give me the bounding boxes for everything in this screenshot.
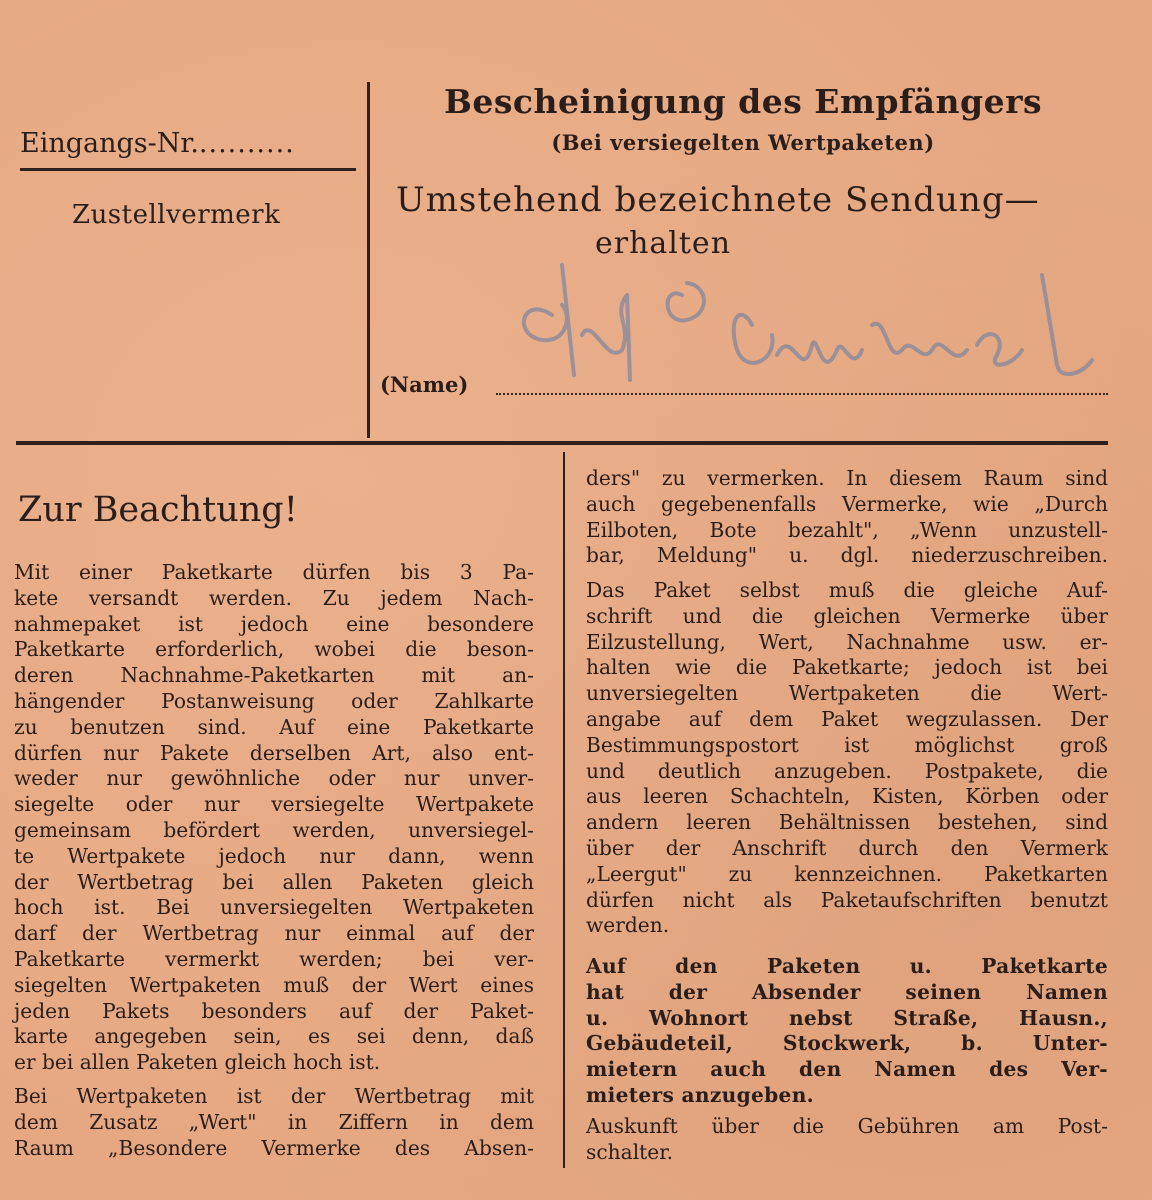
text-line: Bei Wertpaketen ist der Wertbetrag mit bbox=[14, 1084, 534, 1108]
certificate-received: erhalten bbox=[594, 226, 732, 261]
text-line: Bestimmungspostort ist möglichst groß bbox=[586, 732, 1108, 757]
text-line: unversiegelten Wertpaketen die Wert- bbox=[586, 681, 1108, 706]
text-line: Gebäudeteil, Stockwerk, b. Unter- bbox=[586, 1031, 1108, 1056]
text-line: zu benutzen sind. Auf eine Paketkarte bbox=[14, 714, 534, 739]
horizontal-divider bbox=[16, 441, 1108, 445]
text-line: Das Paket selbst muß die gleiche Auf- bbox=[586, 578, 1108, 602]
text-line: aus leeren Schachteln, Kisten, Körben oder bbox=[586, 784, 1108, 809]
text-line: dem Zusatz „Wert" in Ziffern in dem bbox=[14, 1109, 534, 1134]
text-line: dürfen nur Pakete derselben Art, also ent- bbox=[14, 740, 534, 765]
eingangs-underline bbox=[20, 168, 356, 171]
text-line: und deutlich anzugeben. Postpakete, die bbox=[586, 758, 1108, 783]
text-line: Raum „Besondere Vermerke des Absen- bbox=[14, 1135, 534, 1160]
handwritten-signature bbox=[512, 255, 1112, 395]
zustellvermerk-label: Zustellvermerk bbox=[72, 200, 281, 230]
text-line: darf der Wertbetrag nur einmal auf der bbox=[14, 921, 534, 946]
text-line: dürfen nicht als Paketaufschriften benutzt bbox=[586, 887, 1108, 912]
name-label: (Name) bbox=[380, 372, 469, 397]
text-line: kete versandt werden. Zu jedem Nach- bbox=[14, 585, 534, 610]
text-line: Paketkarte erforderlich, wobei die beson- bbox=[14, 637, 534, 662]
text-line: hoch ist. Bei unversiegelten Wertpaketen bbox=[14, 895, 534, 920]
text-line: werden. bbox=[586, 913, 670, 938]
text-line: u. Wohnort nebst Straße, Hausn., bbox=[586, 1005, 1108, 1030]
text-line: hängender Postanweisung oder Zahlkarte bbox=[14, 688, 534, 713]
text-line: nahmepaket ist jedoch eine besondere bbox=[14, 611, 534, 636]
text-line: hat der Absender seinen Namen bbox=[586, 979, 1108, 1004]
text-line: über der Anschrift durch den Vermerk bbox=[586, 835, 1108, 860]
text-line: deren Nachnahme-Paketkarten mit an- bbox=[14, 663, 534, 688]
certificate-statement: Umstehend bezeichnete Sendung— bbox=[396, 180, 1040, 220]
text-line: Paketkarte vermerkt werden; bei ver- bbox=[14, 946, 534, 971]
text-line: Eilzustellung, Wert, Nachnahme usw. er- bbox=[586, 629, 1108, 654]
eingangs-nr-field bbox=[20, 128, 360, 159]
text-line: Auskunft über die Gebühren am Post- bbox=[586, 1114, 1108, 1138]
text-line: te Wertpakete jedoch nur dann, wenn bbox=[14, 843, 534, 868]
notes-left-paragraph-1 bbox=[14, 560, 534, 1076]
notes-right-paragraph-3 bbox=[586, 954, 1108, 1109]
text-line: Auf den Paketen u. Paketkarte bbox=[586, 954, 1108, 978]
notes-right-paragraph-1 bbox=[586, 466, 1108, 569]
notes-right-paragraph-2 bbox=[586, 578, 1108, 939]
text-line: „Leergut" zu kennzeichnen. Paketkarten bbox=[586, 861, 1108, 886]
vertical-divider-bottom bbox=[563, 452, 565, 1168]
eingangs-dots: .......... bbox=[198, 128, 295, 159]
text-line: bar, Meldung" u. dgl. niederzuschreiben. bbox=[586, 543, 1108, 568]
text-line: halten wie die Paketkarte; jedoch ist bei bbox=[586, 655, 1108, 680]
text-line: ders" zu vermerken. In diesem Raum sind bbox=[586, 466, 1108, 490]
text-line: siegelten Wertpaketen muß der Wert eines bbox=[14, 972, 534, 997]
certificate-subtitle: (Bei versiegelten Wertpaketen) bbox=[551, 130, 935, 155]
text-line: gemeinsam befördert werden, unversiegel- bbox=[14, 817, 534, 842]
text-line: andern leeren Behältnissen bestehen, sind bbox=[586, 810, 1108, 835]
text-line: siegelte oder nur versiegelte Wertpakete bbox=[14, 792, 534, 817]
text-line: angabe auf dem Paket wegzulassen. Der bbox=[586, 706, 1108, 731]
text-line: auch gegebenenfalls Vermerke, wie „Durch bbox=[586, 491, 1108, 516]
text-line: Eilboten, Bote bezahlt", „Wenn unzustell- bbox=[586, 517, 1108, 542]
text-line: mietern auch den Namen des Ver- bbox=[586, 1057, 1108, 1082]
text-line: schrift und die gleichen Vermerke über bbox=[586, 603, 1108, 628]
certificate-title: Bescheinigung des Empfängers bbox=[443, 82, 1043, 121]
notes-heading: Zur Beachtung! bbox=[18, 490, 298, 530]
text-line: karte angegeben sein, es sei denn, daß bbox=[14, 1024, 534, 1049]
text-line: mieters anzugeben. bbox=[586, 1082, 814, 1107]
text-line: der Wertbetrag bei allen Paketen gleich bbox=[14, 869, 534, 894]
text-line: Mit einer Paketkarte dürfen bis 3 Pa- bbox=[14, 560, 534, 584]
vertical-divider-top bbox=[367, 82, 370, 438]
notes-left-paragraph-2 bbox=[14, 1084, 534, 1161]
eingangs-label: Eingangs-Nr. bbox=[20, 128, 199, 159]
text-line: weder nur gewöhnliche oder nur unver- bbox=[14, 766, 534, 791]
text-line: er bei allen Paketen gleich hoch ist. bbox=[14, 1050, 381, 1075]
text-line: jeden Pakets besonders auf der Paket- bbox=[14, 998, 534, 1023]
notes-right-paragraph-4 bbox=[586, 1114, 1108, 1166]
text-line: schalter. bbox=[586, 1139, 674, 1164]
